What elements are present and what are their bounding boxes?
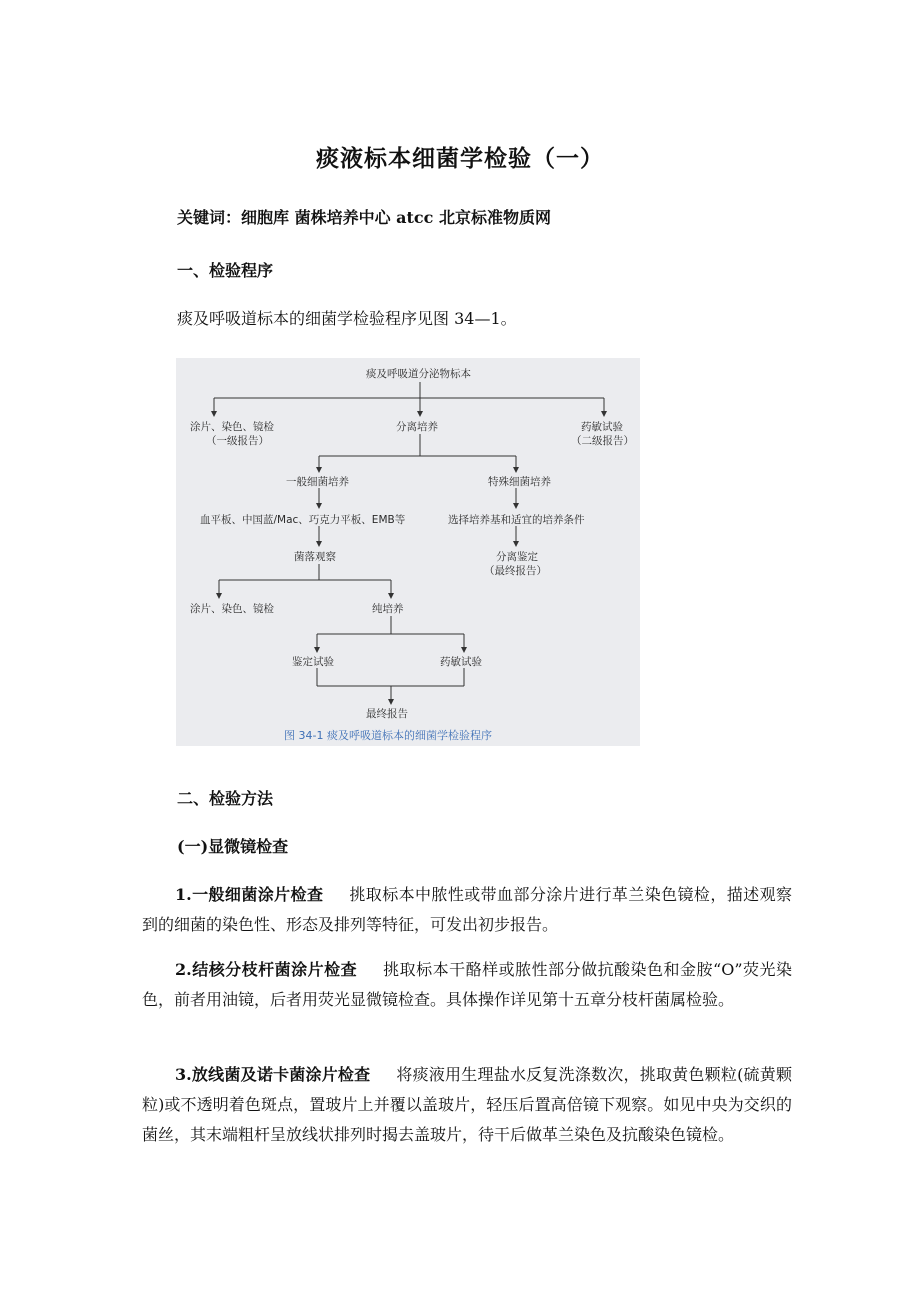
flow-special-culture: 特殊细菌培养 [488,476,551,488]
figure-caption: 图 34-1 痰及呼吸道标本的细菌学检验程序 [284,729,492,742]
keywords: 关键词：细胞库 菌株培养中心 atcc 北京标准物质网 [177,208,551,227]
flow-smear-1: 涂片、染色、镜检 [190,421,274,433]
flowchart-figure [176,358,640,746]
paragraph-body: 挑取标本干酪样或脓性部分做抗酸染色和金胺“O”荧光染色，前者用油镜，后者用荧光显微镜检查。具体操作详见第十五章分枝杆菌属检验。 [142,960,792,1009]
page-title: 痰液标本细菌学检验（一） [316,145,604,172]
paragraph-lead: 1.一般细菌涂片检查 [175,885,324,904]
flow-identification: 鉴定试验 [292,656,334,668]
flowchart-svg [176,358,640,746]
flow-final-report-paren: （最终报告） [484,565,547,577]
flow-ast: 药敏试验 [581,421,623,433]
section-intro: 痰及呼吸道标本的细菌学检验程序见图 34—1。 [177,309,517,328]
flow-colony: 菌落观察 [294,551,336,563]
subsection-heading: (一)显微镜检查 [177,837,289,856]
flow-media: 血平板、中国蓝/Mac、巧克力平板、EMB等 [200,514,406,526]
flow-general-culture: 一般细菌培养 [286,476,349,488]
paragraph [142,955,792,1015]
flow-final-report: 最终报告 [366,708,408,720]
flow-isolation: 分离培养 [396,421,438,433]
flow-pure-culture: 纯培养 [372,603,404,615]
section-heading-2: 二、检验方法 [177,789,274,808]
flow-isolation-id: 分离鉴定 [496,551,538,563]
paragraph-body: 将痰液用生理盐水反复洗涤数次，挑取黄色颗粒(硫黄颗粒)或不透明着色斑点，置玻片上并覆以盖玻片，轻压后置高倍镜下观察。如见中央为交织的菌丝，其末端粗杆呈放线状排列时揭去盖玻片，待干后做革兰染色及抗酸染色镜检。 [142,1065,792,1144]
section-heading-1: 一、检验程序 [177,261,274,280]
paragraph-body: 挑取标本中脓性或带血部分涂片进行革兰染色镜检，描述观察到的细菌的染色性、形态及排列等特征，可发出初步报告。 [142,885,792,934]
paragraph-lead: 3.放线菌及诺卡菌涂片检查 [175,1065,371,1084]
flow-root: 痰及呼吸道分泌物标本 [366,368,471,380]
flow-smear-2: 涂片、染色、镜检 [190,603,274,615]
flow-report-1: （一级报告） [206,435,269,447]
flow-special-media: 选择培养基和适宜的培养条件 [448,514,585,526]
flow-ast-2: 药敏试验 [440,656,482,668]
paragraph [142,880,792,940]
flow-report-2: （二级报告） [571,435,634,447]
paragraph-lead: 2.结核分枝杆菌涂片检查 [175,960,358,979]
paragraph [142,1060,792,1150]
